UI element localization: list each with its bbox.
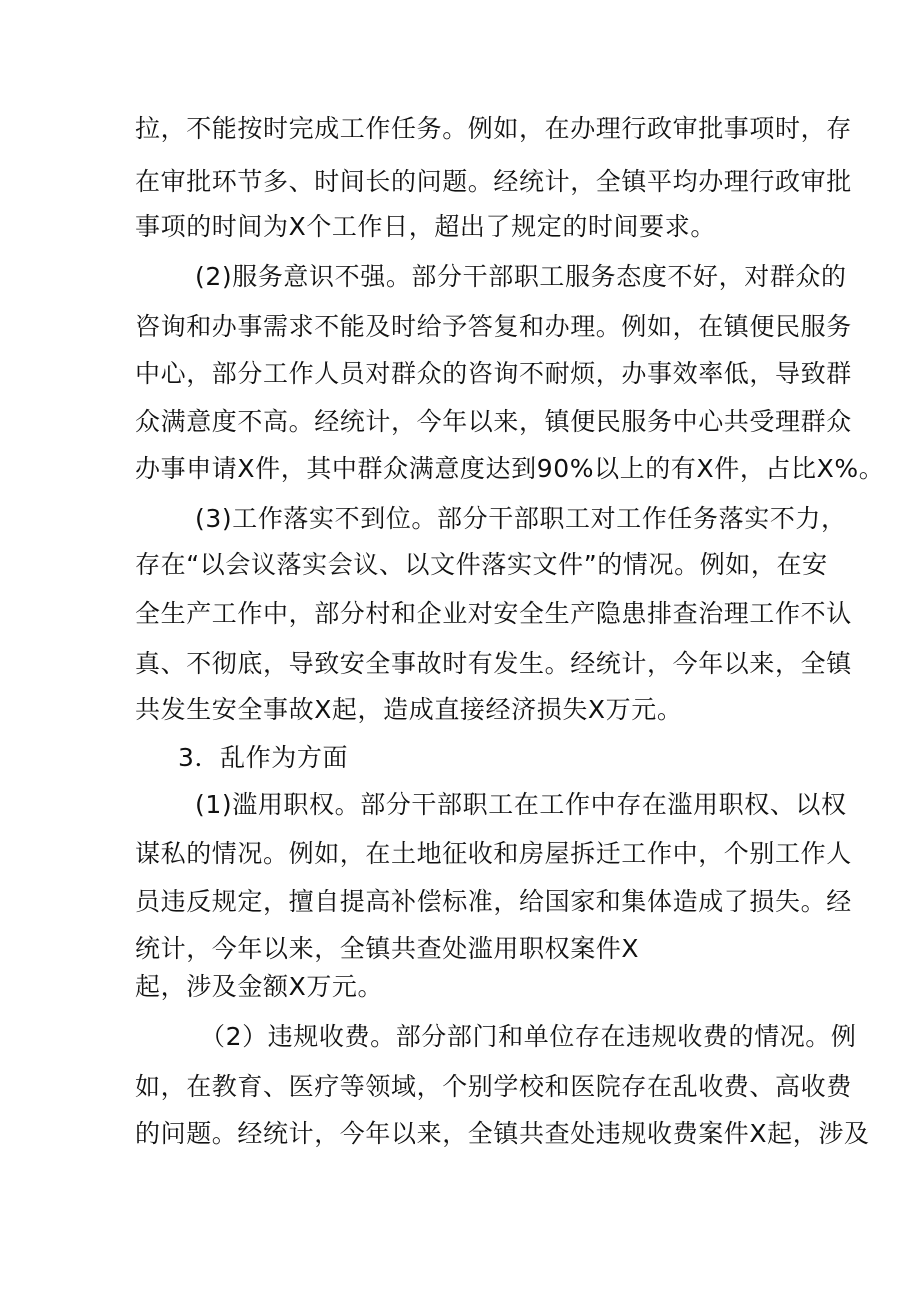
paragraph-line: 存在“以会议落实会议、以文件落实文件”的情况。例如，在安 — [135, 550, 828, 579]
paragraph-line: 众满意度不高。经统计，今年以来，镇便民服务中心共受理群众 — [135, 407, 852, 436]
paragraph-line: 起，涉及金额X万元。 — [135, 972, 384, 1001]
paragraph-line: 谋私的情况。例如，在土地征收和房屋拆迁工作中，个别工作人 — [135, 839, 852, 868]
paragraph-line: 如，在教育、医疗等领域，个别学校和医院存在乱收费、高收费 — [135, 1072, 852, 1101]
paragraph-line: 真、不彻底，导致安全事故时有发生。经统计，今年以来，全镇 — [135, 649, 852, 678]
paragraph-line: 员违反规定，擅自提高补偿标准，给国家和集体造成了损失。经 — [135, 887, 852, 916]
paragraph-line: 共发生安全事故X起，造成直接经济损失X万元。 — [135, 695, 683, 724]
paragraph-line: (2)服务意识不强。部分干部职工服务态度不好，对群众的 — [195, 262, 847, 291]
paragraph-line: 在审批环节多、时间长的问题。经统计，全镇平均办理行政审批 — [135, 167, 852, 196]
paragraph-line: 拉，不能按时完成工作任务。例如，在办理行政审批事项时，存 — [135, 114, 852, 143]
paragraph-line: 事项的时间为X个工作日，超出了规定的时间要求。 — [135, 212, 716, 241]
paragraph-line: 咨询和办事需求不能及时给予答复和办理。例如，在镇便民服务 — [135, 312, 852, 341]
paragraph-line: 全生产工作中，部分村和企业对安全生产隐患排查治理工作不认 — [135, 599, 852, 628]
paragraph-line: 中心，部分工作人员对群众的咨询不耐烦，办事效率低，导致群 — [135, 359, 852, 388]
paragraph-line: (3)工作落实不到位。部分干部职工对工作任务落实不力， — [195, 504, 847, 533]
paragraph-line: 办事申请X件，其中群众满意度达到90%以上的有X件，占比X%。 — [135, 454, 885, 483]
paragraph-line: 统计，今年以来，全镇共查处滥用职权案件X — [135, 934, 640, 963]
paragraph-line: （2）违规收费。部分部门和单位存在违规收费的情况。例 — [200, 1022, 857, 1051]
paragraph-line: (1)滥用职权。部分干部职工在工作中存在滥用职权、以权 — [195, 790, 847, 819]
section-heading: 3．乱作为方面 — [178, 743, 349, 772]
paragraph-line: 的问题。经统计，今年以来，全镇共查处违规收费案件X起，涉及 — [135, 1119, 870, 1148]
